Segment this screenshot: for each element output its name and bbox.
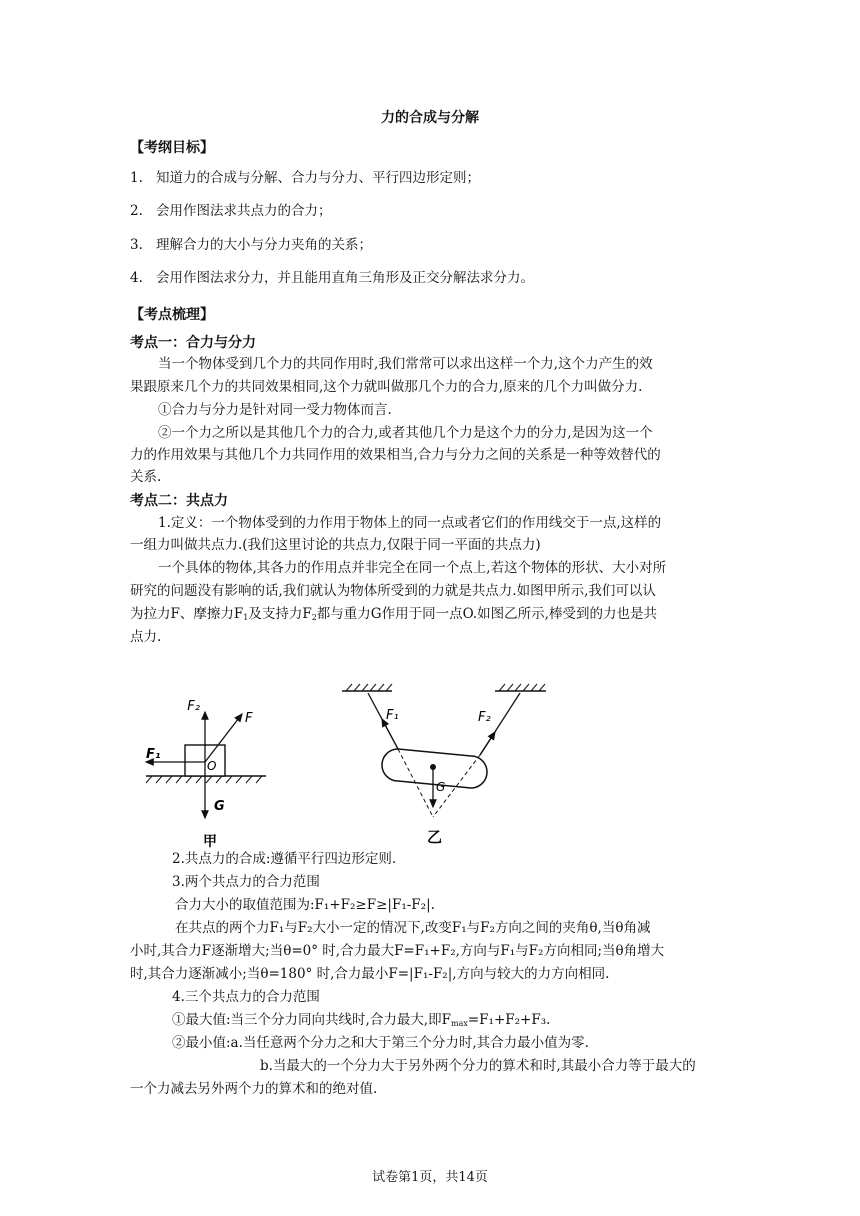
kp1-heading: 考点一：合力与分力	[130, 335, 256, 351]
page-footer: 试卷第1页，共14页	[372, 1170, 488, 1185]
page-title: 力的合成与分解	[381, 110, 479, 126]
goal-item: 1. 知道力的合成与分解、合力与分力、平行四边形定则；	[130, 170, 480, 186]
label-F1: F₁	[386, 708, 399, 723]
kp1-paragraph: 果跟原来几个力的共同效果相同,这个力就叫做那几个力的合力,原来的几个力叫做分力.	[130, 379, 643, 395]
kp2-paragraph: 一组力叫做共点力.(我们这里讨论的共点力,仅限于同一平面的共点力)	[130, 537, 541, 553]
goal-item: 4. 会用作图法求分力，并且能用直角三角形及正交分解法求分力。	[130, 270, 534, 286]
kp2-paragraph: 2.共点力的合成:遵循平行四边形定则.	[172, 851, 397, 867]
kp1-paragraph: 当一个物体受到几个力的共同作用时,我们常常可以求出这样一个力,这个力产生的效	[158, 356, 653, 372]
arrow-F1	[382, 719, 398, 749]
caption-jia: 甲	[203, 834, 217, 850]
kp2-paragraph: 一个具体的物体,其各力的作用点并非完全在同一个点上,若这个物体的形状、大小对所	[158, 560, 667, 576]
kp2-paragraph: ②最小值:a.当任意两个分力之和大于第三个分力时,其合力最小值为零.	[172, 1035, 589, 1051]
label-G: G	[436, 780, 446, 794]
kp2-paragraph: 3.两个共点力的合力范围	[172, 874, 320, 890]
label-F: F	[245, 711, 253, 726]
goal-item: 2. 会用作图法求共点力的合力；	[130, 203, 332, 219]
kp2-paragraph: 小时,其合力F逐渐增大;当θ=0° 时,合力最大F=F₁+F₂,方向与F₁与F₂方向相同;当θ角增大	[130, 943, 665, 959]
kp1-paragraph: 关系.	[130, 469, 162, 485]
label-O: O	[207, 759, 217, 773]
arrow-F2	[480, 732, 495, 755]
kp1-paragraph: 力的作用效果与其他几个力共同作用的效果相当,合力与分力之间的关系是一种等效替代的	[130, 447, 661, 463]
figure-yi	[330, 665, 580, 855]
range-formula: 合力大小的取值范围为:F₁+F₂≥F≥|F₁-F₂|.	[175, 897, 435, 913]
kp2-paragraph: ①最大值:当三个分力同向共线时,合力最大,即$F_{max}=F_1+F_2+F_3$.	[172, 1012, 551, 1028]
kp2-paragraph: 研究的问题没有影响的话,我们就认为物体所受到的力就是共点力.如图甲所示,我们可以认	[130, 583, 656, 599]
kp2-paragraph: 一个力减去另外两个力的算术和的绝对值.	[130, 1081, 378, 1097]
figure-jia	[138, 690, 278, 852]
kp2-heading: 考点二：共点力	[130, 493, 228, 509]
label-G: G	[214, 799, 225, 814]
kp2-paragraph: 时,其合力逐渐减小;当θ=180° 时,合力最小F=|F₁-F₂|,方向与较大的力方向相同.	[130, 966, 610, 982]
ground-hatch	[146, 776, 262, 783]
kp2-paragraph: 在共点的两个力F₁与F₂大小一定的情况下,改变F₁与F₂方向之间的夹角θ,当θ角减	[175, 920, 651, 936]
kp2-paragraph: 为拉力F、摩擦力$F_1$及支持力$F_2$都与重力G作用于同一点O.如图乙所示,棒受到的力也是共	[130, 606, 657, 622]
label-F2: F₂	[187, 699, 200, 714]
kp2-paragraph: 1.定义：一个物体受到的力作用于物体上的同一点或者它们的作用线交于一点,这样的	[158, 515, 662, 531]
kp1-paragraph: ①合力与分力是针对同一受力物体而言.	[158, 402, 392, 418]
kp2-paragraph: 4.三个共点力的合力范围	[172, 989, 320, 1005]
goal-item: 3. 理解合力的大小与分力夹角的关系；	[130, 237, 372, 253]
section-points-heading: 【考点梳理】	[130, 307, 214, 323]
kp1-paragraph: ②一个力之所以是其他几个力的合力,或者其他几个力是这个力的分力,是因为这一个	[158, 425, 653, 441]
label-F2: F₂	[478, 710, 491, 725]
section-goals-heading: 【考纲目标】	[130, 140, 214, 156]
kp2-paragraph: b.当最大的一个分力大于另外两个分力的算术和时,其最小合力等于最大的	[260, 1058, 696, 1074]
label-F1: F₁	[146, 747, 161, 762]
caption-yi: 乙	[427, 828, 443, 846]
kp2-paragraph: 点力.	[130, 629, 162, 645]
